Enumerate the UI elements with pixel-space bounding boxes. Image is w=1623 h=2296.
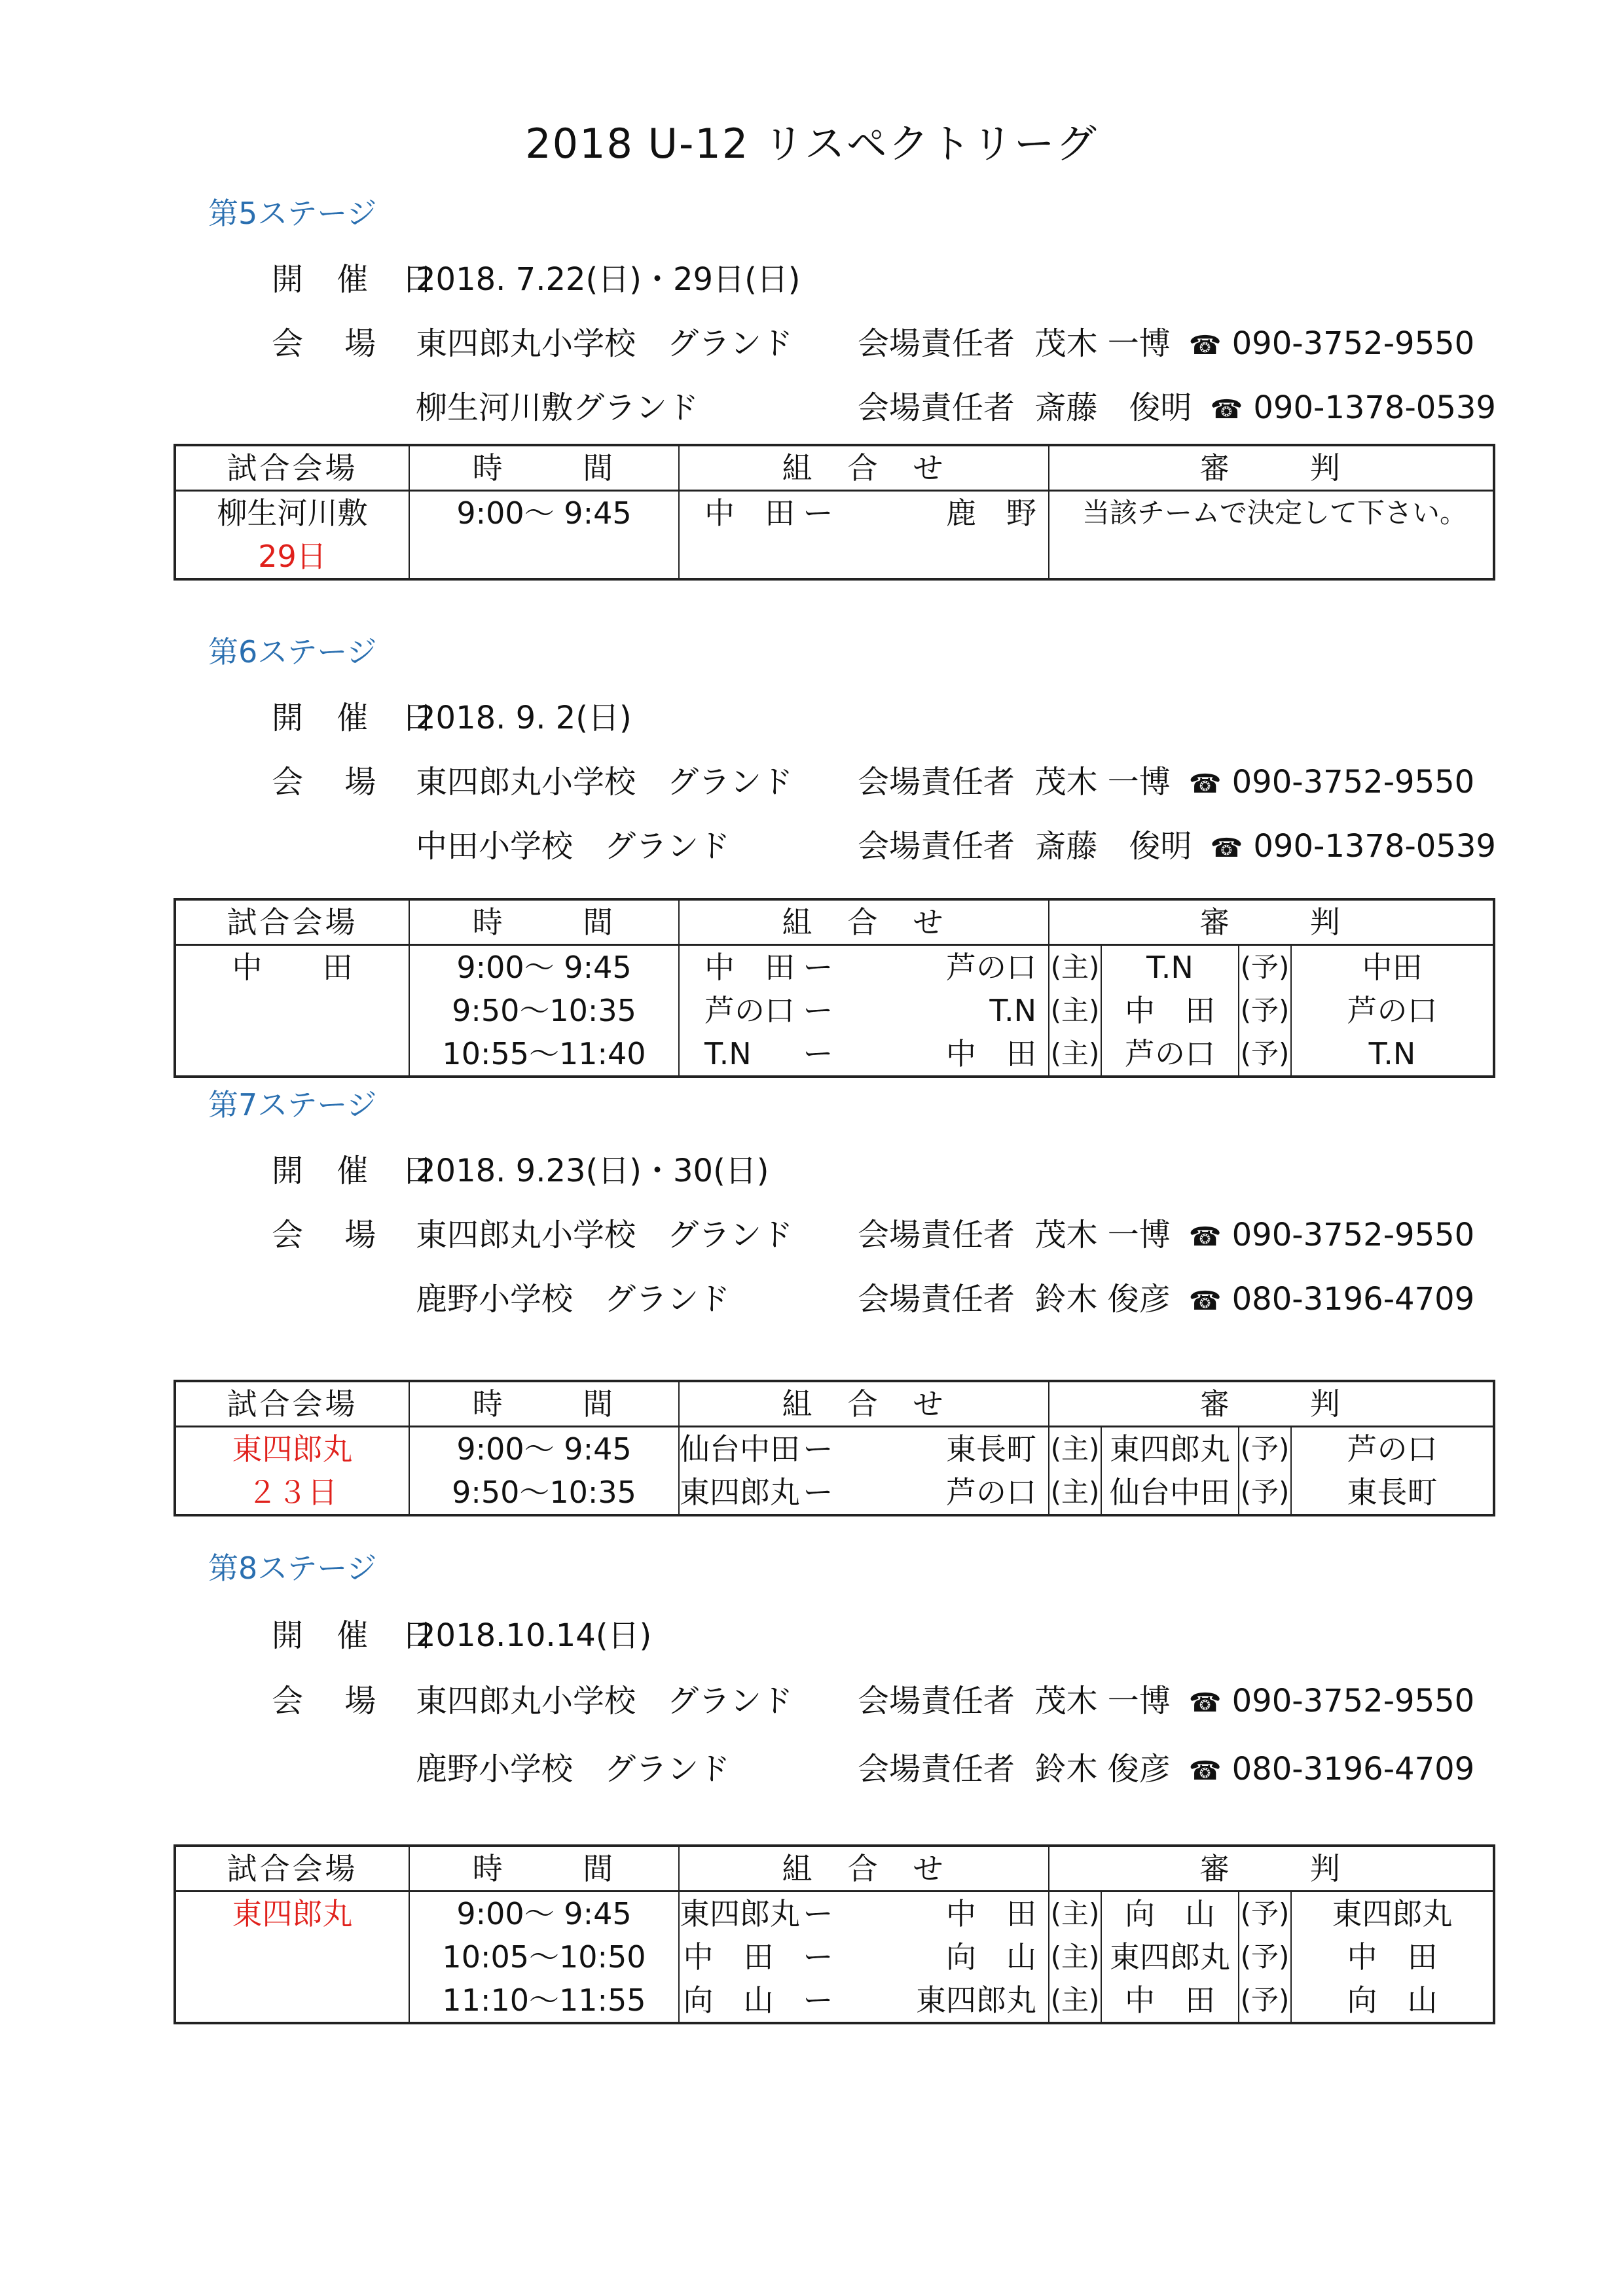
- header-time: 時 間: [409, 445, 679, 491]
- team-home: 仙台中田: [679, 1427, 777, 1471]
- header-referee: 審 判: [1049, 899, 1494, 945]
- venue-name: 東四郎丸小学校 グランド: [416, 1217, 793, 1253]
- manager-label: 会場責任者: [858, 389, 1015, 426]
- sub-referee: 芦の口: [1291, 989, 1494, 1032]
- team-away: 鹿 野: [859, 491, 1049, 580]
- team-home: 東四郎丸: [679, 1892, 777, 1936]
- phone-number: 090-1378-0539: [1253, 828, 1496, 865]
- main-referee-tag: (主): [1049, 1032, 1101, 1077]
- manager-name: 斎藤 俊明: [1034, 389, 1192, 426]
- match-time: 11:10～11:55: [409, 1979, 679, 2023]
- match-table: [173, 444, 1495, 581]
- phone-icon: ☎: [1210, 833, 1243, 863]
- sub-referee: 向 山: [1291, 1979, 1494, 2023]
- venue-cell-name: 中 田: [232, 950, 353, 985]
- main-referee: 中 田: [1101, 1979, 1239, 2023]
- main-referee: 中 田: [1101, 989, 1239, 1032]
- header-referee: 審 判: [1049, 445, 1494, 491]
- team-home: 中 田: [679, 1935, 777, 1979]
- venue-name: 中田小学校 グランド: [416, 828, 731, 865]
- team-home: 東四郎丸: [679, 1471, 777, 1515]
- phone-icon: ☎: [1188, 1286, 1222, 1316]
- sub-referee-tag: (予): [1239, 989, 1291, 1032]
- venue-manager-row: [858, 757, 1474, 802]
- venue-cell-name: 東四郎丸: [175, 1892, 409, 2024]
- match-time: 9:50～10:35: [409, 1471, 679, 1515]
- sub-referee-tag: (予): [1239, 1892, 1291, 1936]
- match-dash: ー: [803, 1982, 833, 2018]
- phone-number: 080-3196-4709: [1231, 1281, 1475, 1318]
- manager-name: 茂木 一博: [1034, 1683, 1171, 1719]
- manager-label: 会場責任者: [858, 325, 1015, 362]
- team-away: 東四郎丸: [859, 1979, 1049, 2023]
- manager-name: 斎藤 俊明: [1034, 828, 1192, 865]
- venue-cell-day: ２３日: [175, 1471, 409, 1515]
- match-dash: ー: [803, 1939, 833, 1975]
- sub-referee-tag: (予): [1239, 1032, 1291, 1077]
- main-referee: 芦の口: [1101, 1032, 1239, 1077]
- header-referee: 審 判: [1049, 1846, 1494, 1892]
- venue-cell-name: 柳生河川敷: [217, 495, 368, 531]
- match-dash: ー: [803, 1475, 833, 1510]
- match-table: [173, 1380, 1495, 1516]
- venue-name: 東四郎丸小学校 グランド: [416, 1683, 793, 1719]
- manager-label: 会場責任者: [858, 1751, 1015, 1787]
- date-label: 開 催 日: [272, 1153, 445, 1189]
- manager-label: 会場責任者: [858, 1281, 1015, 1318]
- stage-title: 第6ステージ: [208, 634, 377, 670]
- venue-cell-day: 29日: [258, 539, 327, 574]
- main-referee: 仙台中田: [1101, 1471, 1239, 1515]
- team-home: 向 山: [679, 1979, 777, 2023]
- main-referee-tag: (主): [1049, 1471, 1101, 1515]
- match-table: [173, 1844, 1495, 2024]
- phone-number: 090-3752-9550: [1231, 764, 1475, 800]
- header-match: 組 合 せ: [679, 899, 1049, 945]
- header-referee: 審 判: [1049, 1381, 1494, 1427]
- sub-referee: 芦の口: [1291, 1427, 1494, 1471]
- sub-referee: 中田: [1291, 945, 1494, 990]
- stage-title: 第7ステージ: [208, 1087, 377, 1122]
- venue-manager-row: [858, 1274, 1474, 1319]
- manager-label: 会場責任者: [858, 1217, 1015, 1253]
- event-date: 2018. 9.23(日)・30(日): [416, 1153, 769, 1189]
- event-date: 2018. 7.22(日)・29日(日): [416, 261, 801, 298]
- phone-icon: ☎: [1188, 1756, 1222, 1786]
- header-venue: 試合会場: [175, 899, 409, 945]
- sub-referee: 中 田: [1291, 1935, 1494, 1979]
- manager-name: 鈴木 俊彦: [1034, 1751, 1171, 1787]
- match-dash: ー: [803, 950, 833, 985]
- stage-title: 第5ステージ: [208, 196, 377, 231]
- venue-name: 柳生河川敷グランド: [416, 389, 699, 426]
- sub-referee-tag: (予): [1239, 1935, 1291, 1979]
- sub-referee-tag: (予): [1239, 1471, 1291, 1515]
- team-home: T.N: [679, 1032, 777, 1077]
- venue-cell: [175, 491, 409, 580]
- main-referee-tag: (主): [1049, 1892, 1101, 1936]
- phone-icon: ☎: [1188, 1222, 1222, 1252]
- team-home: 中 田: [679, 945, 777, 990]
- header-match: 組 合 せ: [679, 1846, 1049, 1892]
- venue-label: 会 場: [272, 325, 376, 362]
- venue-name: 東四郎丸小学校 グランド: [416, 325, 793, 362]
- match-dash: ー: [803, 1431, 833, 1467]
- venue-name: 鹿野小学校 グランド: [416, 1281, 731, 1318]
- manager-name: 茂木 一博: [1034, 1217, 1171, 1253]
- team-away: 芦の口: [859, 1471, 1049, 1515]
- main-referee: 向 山: [1101, 1892, 1239, 1936]
- header-time: 時 間: [409, 899, 679, 945]
- venue-manager-row: [858, 382, 1496, 427]
- match-time: 9:50～10:35: [409, 989, 679, 1032]
- match-time: 9:00～ 9:45: [409, 1892, 679, 1936]
- main-referee-tag: (主): [1049, 1427, 1101, 1471]
- phone-icon: ☎: [1188, 769, 1222, 799]
- match-dash: ー: [803, 495, 833, 531]
- team-away: 向 山: [859, 1935, 1049, 1979]
- sub-referee-tag: (予): [1239, 945, 1291, 990]
- phone-number: 090-1378-0539: [1253, 389, 1496, 426]
- sub-referee-tag: (予): [1239, 1427, 1291, 1471]
- venue-cell: [175, 945, 409, 1077]
- header-venue: 試合会場: [175, 445, 409, 491]
- venue-cell-name: 東四郎丸: [175, 1427, 409, 1471]
- team-away: 中 田: [859, 1032, 1049, 1077]
- phone-icon: ☎: [1188, 331, 1222, 361]
- date-label: 開 催 日: [272, 261, 445, 298]
- phone-number: 080-3196-4709: [1231, 1751, 1475, 1787]
- phone-number: 090-3752-9550: [1231, 325, 1475, 362]
- date-label: 開 催 日: [272, 1617, 445, 1654]
- venue-manager-row: [858, 1744, 1474, 1789]
- main-referee-tag: (主): [1049, 1979, 1101, 2023]
- team-away: 芦の口: [859, 945, 1049, 990]
- match-time: 9:00～ 9:45: [409, 945, 679, 990]
- venue-manager-row: [858, 1676, 1474, 1721]
- header-match: 組 合 せ: [679, 445, 1049, 491]
- match-dash: ー: [803, 1036, 833, 1071]
- main-referee: 東四郎丸: [1101, 1427, 1239, 1471]
- team-away: 中 田: [859, 1892, 1049, 1936]
- match-table: [173, 898, 1495, 1078]
- venue-manager-row: [858, 1210, 1474, 1255]
- venue-label: 会 場: [272, 1683, 376, 1719]
- event-date: 2018. 9. 2(日): [416, 700, 632, 736]
- venue-name: 東四郎丸小学校 グランド: [416, 764, 793, 800]
- page-title: 2018 U-12 リスペクトリーグ: [525, 120, 1098, 168]
- match-time: 9:00～ 9:45: [409, 491, 679, 580]
- referee-note: 当該チームで決定して下さい。: [1049, 491, 1494, 580]
- sub-referee: T.N: [1291, 1032, 1494, 1077]
- main-referee: 東四郎丸: [1101, 1935, 1239, 1979]
- match-time: 9:00～ 9:45: [409, 1427, 679, 1471]
- phone-number: 090-3752-9550: [1231, 1683, 1475, 1719]
- sub-referee: 東四郎丸: [1291, 1892, 1494, 1936]
- header-venue: 試合会場: [175, 1381, 409, 1427]
- phone-icon: ☎: [1210, 395, 1243, 425]
- manager-name: 茂木 一博: [1034, 325, 1171, 362]
- header-time: 時 間: [409, 1846, 679, 1892]
- header-time: 時 間: [409, 1381, 679, 1427]
- venue-label: 会 場: [272, 1217, 376, 1253]
- venue-name: 鹿野小学校 グランド: [416, 1751, 731, 1787]
- manager-name: 茂木 一博: [1034, 764, 1171, 800]
- stage-title: 第8ステージ: [208, 1551, 377, 1586]
- main-referee: T.N: [1101, 945, 1239, 990]
- venue-label: 会 場: [272, 764, 376, 800]
- phone-icon: ☎: [1188, 1688, 1222, 1718]
- match-time: 10:55～11:40: [409, 1032, 679, 1077]
- header-venue: 試合会場: [175, 1846, 409, 1892]
- manager-label: 会場責任者: [858, 828, 1015, 865]
- main-referee-tag: (主): [1049, 1935, 1101, 1979]
- event-date: 2018.10.14(日): [416, 1617, 652, 1654]
- match-dash: ー: [803, 1896, 833, 1931]
- sub-referee-tag: (予): [1239, 1979, 1291, 2023]
- match-dash: ー: [803, 993, 833, 1028]
- sub-referee: 東長町: [1291, 1471, 1494, 1515]
- phone-number: 090-3752-9550: [1231, 1217, 1475, 1253]
- venue-manager-row: [858, 821, 1496, 866]
- header-match: 組 合 せ: [679, 1381, 1049, 1427]
- team-home: 中 田: [679, 491, 777, 580]
- manager-name: 鈴木 俊彦: [1034, 1281, 1171, 1318]
- manager-label: 会場責任者: [858, 764, 1015, 800]
- date-label: 開 催 日: [272, 700, 445, 736]
- venue-manager-row: [858, 318, 1474, 363]
- match-time: 10:05～10:50: [409, 1935, 679, 1979]
- team-home: 芦の口: [679, 989, 777, 1032]
- team-away: 東長町: [859, 1427, 1049, 1471]
- main-referee-tag: (主): [1049, 945, 1101, 990]
- team-away: T.N: [859, 989, 1049, 1032]
- main-referee-tag: (主): [1049, 989, 1101, 1032]
- manager-label: 会場責任者: [858, 1683, 1015, 1719]
